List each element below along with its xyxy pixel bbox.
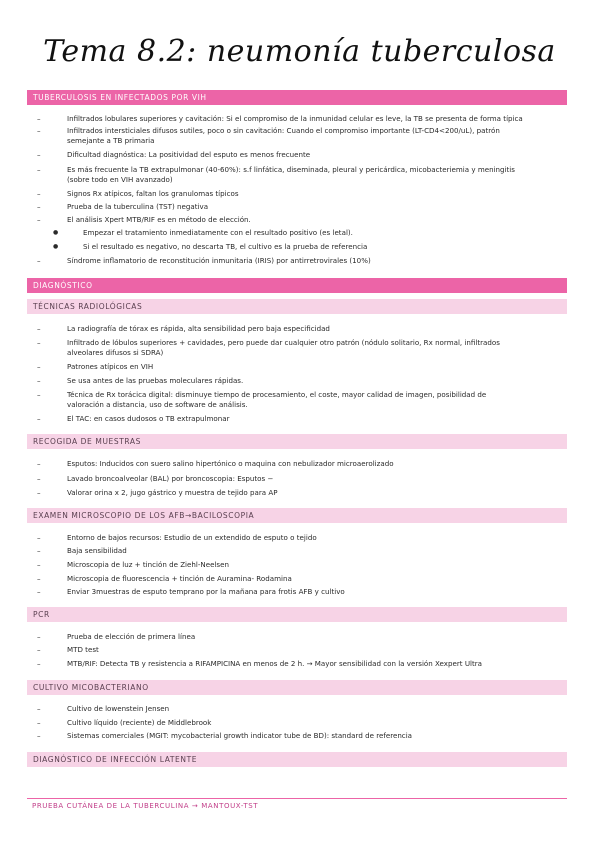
- subsection-header-radiologicas: TÉCNICAS RADIOLÓGICAS: [27, 299, 567, 314]
- subsection-header-cultivo: CULTIVO MICOBACTERIANO: [27, 680, 567, 695]
- footer-divider: [27, 798, 567, 799]
- subsection-header-pcr: PCR: [27, 607, 567, 622]
- subsection-header-baciloscopia: EXAMEN MICROSCOPIO DE LOS AFB→BACILOSCOPIA: [27, 508, 567, 523]
- page-title: Tema 8.2: neumonía tuberculosa: [43, 34, 556, 69]
- footer-heading: PRUEBA CUTÁNEA DE LA TUBERCULINA → MANTOUX-TST: [32, 802, 259, 810]
- subsection-header-infeccion-latente: DIAGNÓSTICO DE INFECCIÓN LATENTE: [27, 752, 567, 767]
- section-header-diagnostico: DIAGNÓSTICO: [27, 278, 567, 293]
- subsection-header-muestras: RECOGIDA DE MUESTRAS: [27, 434, 567, 449]
- document-page: Tema 8.2: neumonía tuberculosa TUBERCULOSIS EN INFECTADOS POR VIH – Infiltrados lobulares superiores y cavitación: Si el compromiso de la inmunidad celular es leve, la TB se presenta de forma típica – Infiltrados intersticiales difusos sutiles, poco o sin cavitación: Cuando el compromiso importante (LT-CD4<200/uL), patrón semejante a TB primaria – Dificultad diagnóstica: La positividad del esputo es menos frecuente – Es más frecuente la TB extrapulmonar (40-60%): s.f linfática, diseminada, pleural y pericárdica, micobacteriemia y meningitis (sobre todo en VIH avanzado) – Signos Rx atípicos, faltan los granulomas típicos – Prueba de la tuberculina (TST) negativa – El análisis Xpert MTB/RIF es en método de elección. ● Empezar el tratamiento inmediatamente con el resultado positivo (es letal). ● Si el resultado es negativo, no descarta TB, el cultivo es la prueba de referencia – Síndrome inflamatorio de reconstitución inmunitaria (IRIS) por antirretrovirales (10%) DIAGNÓSTICO TÉCNICAS RADIOLÓGICAS – La radiografía de tórax es rápida, alta sensibilidad pero baja especificidad – Infiltrado de lóbulos superiores + cavidades, pero puede dar cualquier otro patrón (nódulo solitario, Rx normal, infiltrados alveolares difusos si SDRA) – Patrones atípicos en VIH – Se usa antes de las pruebas moleculares rápidas. – Técnica de Rx torácica digital: disminuye tiempo de procesamiento, el coste, mayor calidad de imagen, posibilidad de valoración a distancia, uso de software de análisis. – El TAC: en casos dudosos o TB extrapulmonar RECOGIDA DE MUESTRAS – Esputos: Inducidos con suero salino hipertónico o maquina con nebulizador microaerolizado – Lavado broncoalveolar (BAL) por broncoscopia: Esputos − – Valorar orina x 2, jugo gástrico y muestra de tejido para AP EXAMEN MICROSCOPIO DE LOS AFB→BACILOSCOPIA – Entorno de bajos recursos: Estudio de un extendido de esputo o tejido – Baja sensibilidad – Microscopia de luz + tinción de Ziehl-Neelsen – Microscopia de fluorescencia + tinción de Auramina- Rodamina – Enviar 3muestras de esputo temprano por la mañana para frotis AFB y cultivo PCR – Prueba de elección de primera línea – MTD test – MTB/RIF: Detecta TB y resistencia a RIFAMPICINA en menos de 2 h. → Mayor sensibilidad con la versión Xexpert Ultra CULTIVO MICOBACTERIANO – Cultivo de lowenstein Jensen – Cultivo líquido (reciente) de Middlebrook – Sistemas comerciales (MGIT: mycobacterial growth indicator tube de BD): standard de referencia DIAGNÓSTICO DE INFECCIÓN LATENTE PRUEBA CUTÁNEA DE LA TUBERCULINA → MANTOUX-TST: [0, 0, 599, 848]
- section-header-tb-vih: TUBERCULOSIS EN INFECTADOS POR VIH: [27, 90, 567, 105]
